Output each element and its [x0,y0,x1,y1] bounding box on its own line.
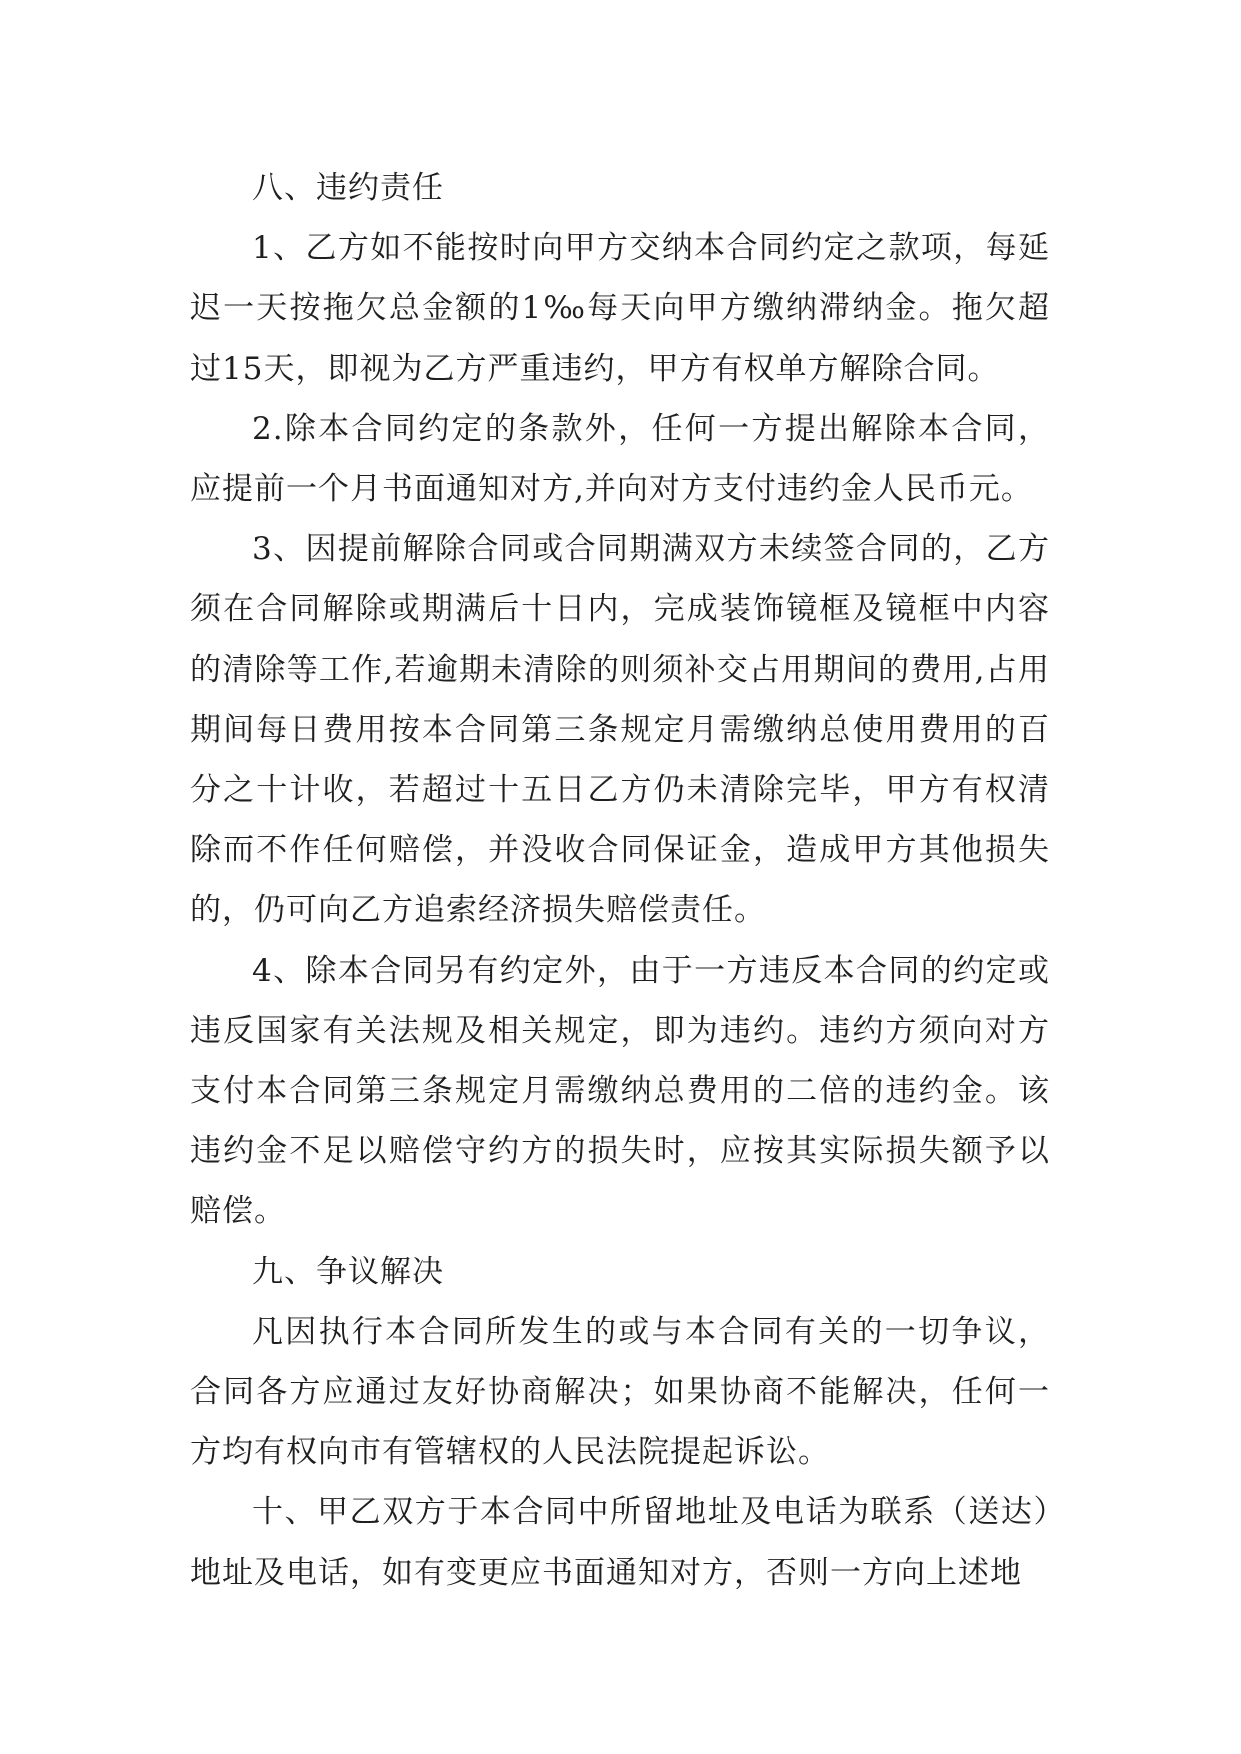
clause-3: 3、因提前解除合同或合同期满双方未续签合同的，乙方须在合同解除或期满后十日内，完成装饰镜框及镜框中内容的清除等工作,若逾期未清除的则须补交占用期间的费用,占用期间每日费用按本合同第三条规定月需缴纳总使用费用的百分之十计收，若超过十五日乙方仍未清除完毕，甲方有权清除而不作任何赔偿，并没收合同保证金，造成甲方其他损失的，仍可向乙方追索经济损失赔偿责任。 [190,531,1050,929]
section-9-heading: 九、争议解决 [252,1253,444,1290]
section-10-body: 十、甲乙双方于本合同中所留地址及电话为联系（送达）地址及电话，如有变更应书面通知对方，否则一方向上述地 [190,1494,1050,1591]
clause-1: 1、乙方如不能按时向甲方交纳本合同约定之款项，每延迟一天按拖欠总金额的1‰每天向甲方缴纳滞纳金。拖欠超过15天，即视为乙方严重违约，甲方有权单方解除合同。 [190,230,1050,387]
clause-2: 2.除本合同约定的条款外，任何一方提出解除本合同，应提前一个月书面通知对方,并向对方支付违约金人民币元。 [190,410,1050,508]
document-body [190,158,1050,1603]
clause-4: 4、除本合同另有约定外，由于一方违反本合同的约定或违反国家有关法规及相关规定，即为违约。违约方须向对方支付本合同第三条规定月需缴纳总费用的二倍的违约金。该违约金不足以赔偿守约方的损失时，应按其实际损失额予以赔偿。 [190,952,1050,1230]
section-8-heading: 八、违约责任 [252,170,444,206]
section-9-body: 凡因执行本合同所发生的或与本合同有关的一切争议，合同各方应通过友好协商解决；如果协商不能解决，任何一方均有权向市有管辖权的人民法院提起诉讼。 [190,1313,1050,1471]
